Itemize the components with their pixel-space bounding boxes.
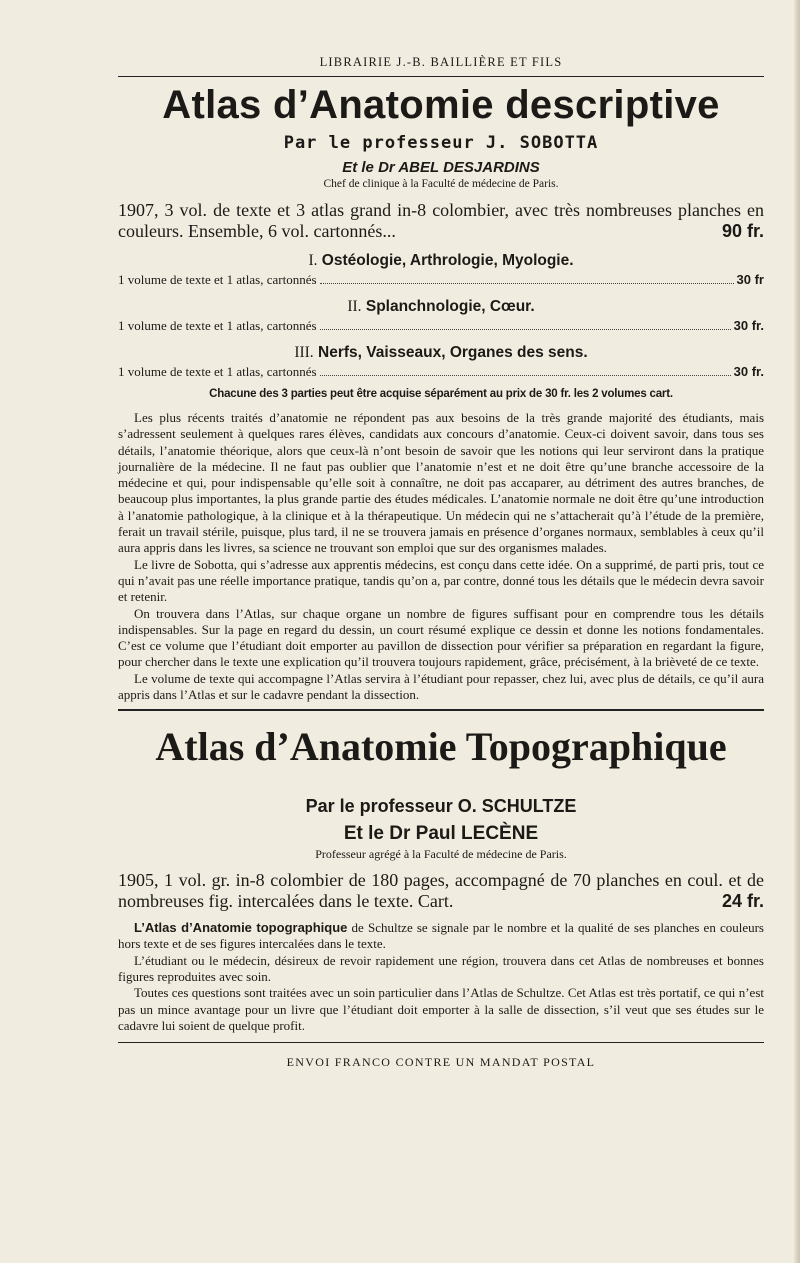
header-rule [118,76,764,77]
atlas1-coauthor-title: Chef de clinique à la Faculté de médecine de Paris. [323,178,559,190]
atlas1-coauthor: Et le Dr ABEL DESJARDINS [342,159,540,176]
volume-name: Splanchnologie, Cœur. [365,298,535,315]
volume-price: 30 fr [736,272,764,287]
volume-numeral: III. [294,344,314,361]
section-divider [118,709,764,711]
lead-bold-title: L’Atlas d’Anatomie topographique [134,920,348,936]
volume-desc: 1 volume de texte et 1 atlas, cartonnés [118,364,317,379]
leader-dots [320,329,731,330]
footer-notice: ENVOI FRANCO CONTRE UN MANDAT POSTAL [286,1055,596,1070]
publisher-header: LIBRAIRIE J.-B. BAILLIÈRE ET FILS [319,55,563,69]
volume-name: Ostéologie, Arthrologie, Myologie. [321,252,574,269]
atlas1-author: Par le professeur J. SOBOTTA [283,133,599,153]
volume-name: Nerfs, Vaisseaux, Organes des sens. [318,344,588,361]
paragraph: Le volume de texte qui accompagne l’Atlas servira à l’étudiant pour repasser, chez lui, avec plus de détails, ce qu’il aura appris dans l’Atlas et sur le cadavre pendant la dissection. [118,670,764,703]
volume-line [118,272,764,288]
atlas1-title: Atlas d’Anatomie descriptive [162,83,720,127]
atlas1-price: 90 fr. [721,221,764,241]
volume-line [118,364,764,380]
paragraph: Les plus récents traités d’anatomie ne répondent pas aux besoins de la très grande majorité des étudiants, mais s’adressent seulement à quelques rares élèves, candidats aux concours d’anatomie. Ceux-ci doivent savoir, dans tous ses détails, l’anatomie théorique, alors que ceux-là n’ont besoin de savoir que les notions qui leur serviront dans la pratique journalière de la médecine. Il ne faut pas oublier que l’anatomie n’est et ne doit être qu’une branche accessoire de la médecine et qui, pour indispensable qu’elle soit à connaître, ne doit pas accaparer, au détriment des autres branches, de beaucoup plus importantes, la plus grande partie des études médicales. L’anatomie normale ne doit être qu’une introduction à l’anatomie pathologique, à la clinique et à la thérapeutique. Un médecin qui ne s’attacherait qu’à l’étude de la première, ferait un travail stérile, puisque, plus tard, il ne se trouvera jamais en présence d’organes normaux, semblables à ceux qu’il aura appris dans les livres, sa science ne trouvant son emploi que sur des organismes malades. [118,410,764,556]
atlas2-pub-text: 1905, 1 vol. gr. in-8 colombier de 180 pages, accompagné de 70 planches en coul. et de nombreuses fig. intercalées dans le texte. Cart. [118,870,764,912]
volume-desc: 1 volume de texte et 1 atlas, cartonnés [118,272,317,287]
volume-price: 30 fr. [733,364,764,379]
volume-title [118,344,764,362]
leader-dots [320,375,731,376]
page-edge-shadow [794,0,800,1263]
paragraph: L’étudiant ou le médecin, désireux de revoir rapidement une région, trouvera dans cet Atlas de nombreuses et bonnes figures reproduites avec soin. [118,952,764,985]
volume-title [118,252,764,270]
atlas2-publication-info [118,870,764,912]
paragraph: Toutes ces questions sont traitées avec un soin particulier dans l’Atlas de Schultze. Cet Atlas est très portatif, ce qui n’est pas un mince avantage pour un livre que l’étudiant doit emporter à la salle de dissection, s’il veut que ses études sur le cadavre lui soient de quelque profit. [118,985,764,1033]
volume-title [118,298,764,316]
leader-dots [320,283,734,284]
volume-numeral: I. [308,252,318,269]
volume-numeral: II. [347,298,362,315]
atlas1-publication-info [118,200,764,242]
atlas2-price: 24 fr. [721,891,764,912]
paragraph: On trouvera dans l’Atlas, sur chaque organe un nombre de figures suffisant pour en comprendre tous les détails indispensables. Sur la page en regard du dessin, un court résumé explique ce dessin et donne les notions fondamentales. C’est ce volume que l’étudiant doit emporter au pavillon de dissection pour vérifier sa préparation en regardant la figure, pour chercher dans le texte une explication qu’il trouvera toujours rapidement, grâce, précisément, à la brièveté de ce texte. [118,605,764,670]
atlas2-description [118,920,764,1034]
footer-rule [118,1042,764,1043]
atlas1-purchase-note: Chacune des 3 parties peut être acquise séparément au prix de 30 fr. les 2 volumes cart. [209,388,673,400]
catalog-page [118,0,764,1070]
atlas1-volume-list [118,252,764,380]
volume-desc: 1 volume de texte et 1 atlas, cartonnés [118,318,317,333]
atlas2-title: Atlas d’Anatomie Topographique [155,724,727,770]
paragraph-rest: de Schultze se signale par le nombre et la qualité de ses planches en couleurs hors texte et de ses figures intercalées dans le texte. [118,920,764,952]
atlas1-pub-text: 1907, 3 vol. de texte et 3 atlas grand in-8 colombier, avec très nombreuses planches en couleurs. Ensemble, 6 vol. cartonnés... [118,200,764,241]
paragraph [118,920,764,953]
atlas2-coauthor: Et le Dr Paul LECÈNE [343,823,539,845]
volume-price: 30 fr. [733,318,764,333]
atlas1-description [118,410,764,703]
atlas2-author: Par le professeur O. SCHULTZE [305,796,577,817]
paragraph: Le livre de Sobotta, qui s’adresse aux apprentis médecins, est conçu dans cette idée. On a supprimé, de parti pris, tout ce qui n’avait pas une réelle importance pratique, tandis qu’on a, par contre, donné tous les détails que le médecin devra savoir et retenir. [118,556,764,605]
volume-line [118,318,764,334]
atlas2-coauthor-title: Professeur agrégé à la Faculté de médecine de Paris. [315,847,567,862]
